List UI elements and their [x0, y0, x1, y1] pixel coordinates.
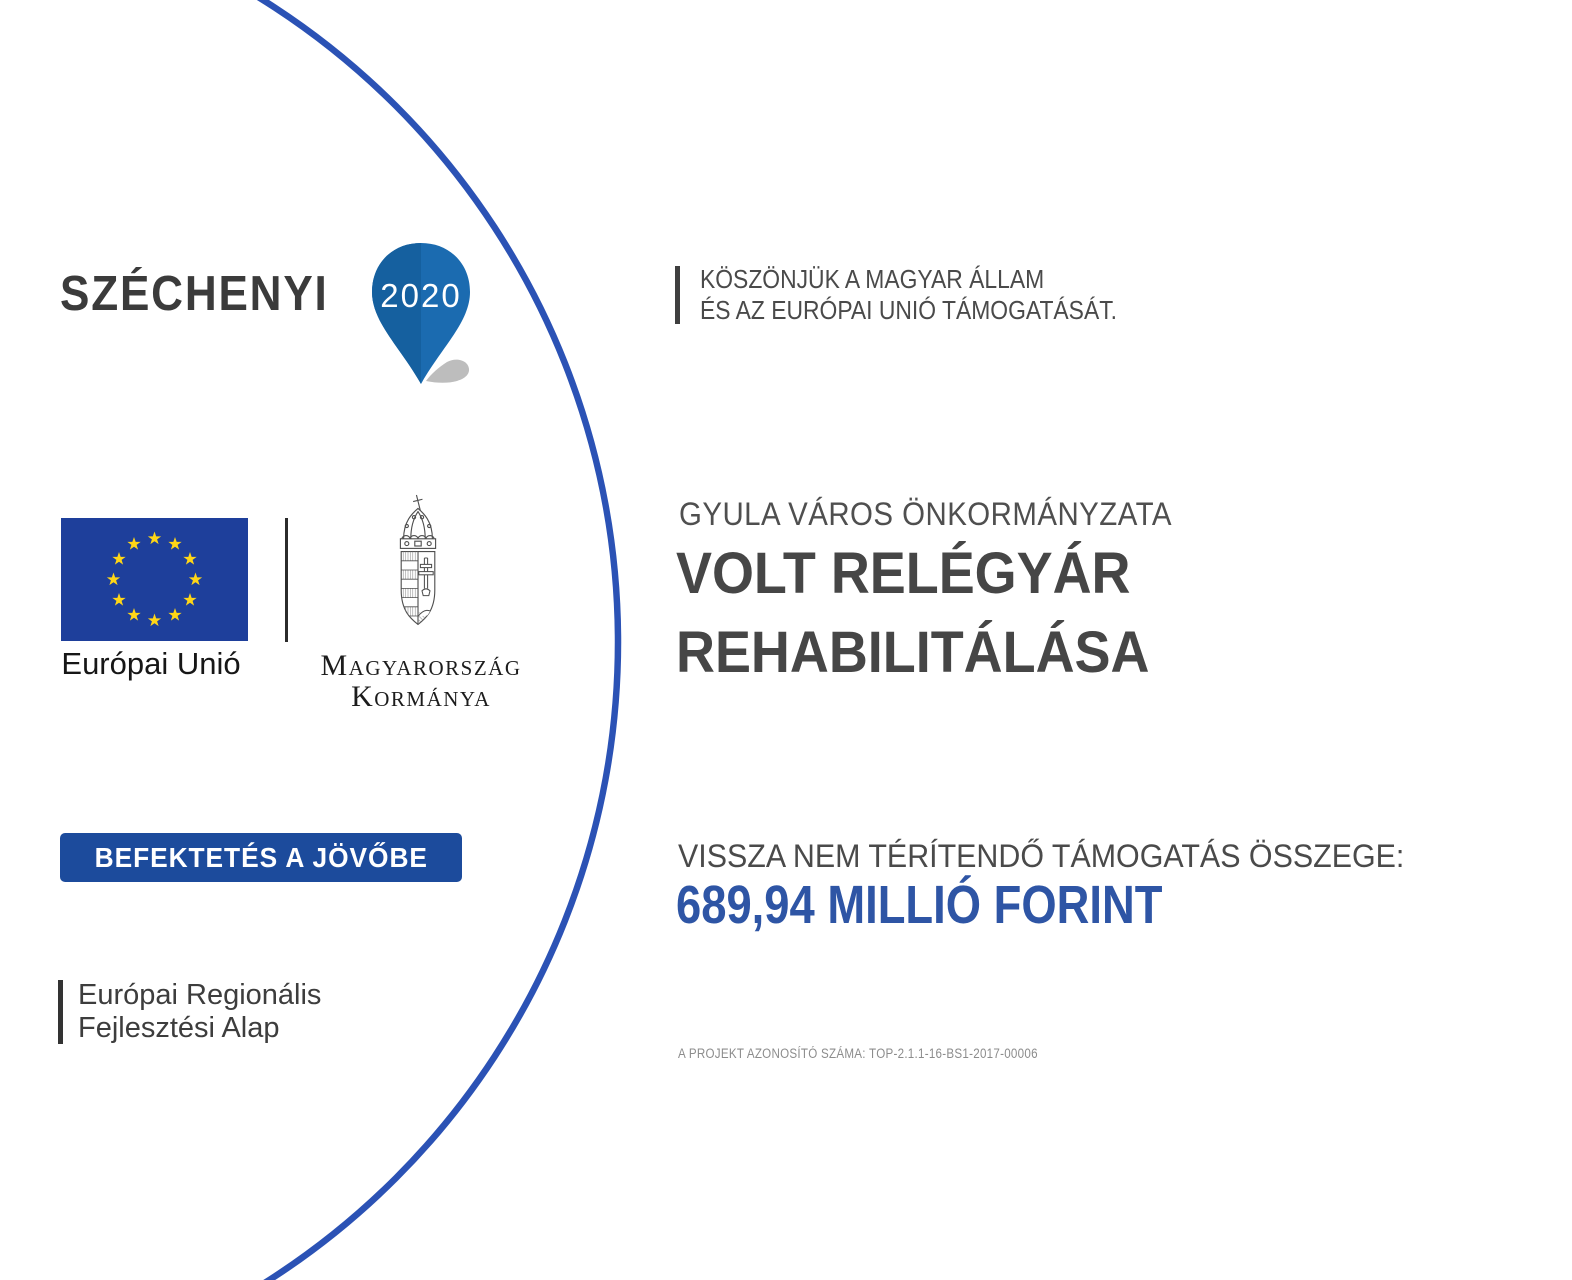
project-owner: GYULA VÁROS ÖNKORMÁNYZATA: [679, 496, 1172, 532]
government-label: [305, 650, 537, 712]
szechenyi-2020-pin-icon: [366, 243, 492, 393]
eu-flag-icon: [61, 518, 248, 641]
investment-banner-label: BEFEKTETÉS A JÖVŐBE: [94, 841, 428, 873]
thanks-divider-bar: [675, 266, 680, 324]
szechenyi-wordmark: SZÉCHENYI: [60, 267, 329, 321]
hungary-coat-of-arms-icon: [378, 494, 458, 642]
investment-banner: [60, 833, 462, 882]
project-title-line2: REHABILITÁLÁSA: [676, 620, 1150, 685]
erfa-line1: Európai Regionális: [78, 979, 322, 1011]
thanks-line2: ÉS AZ EURÓPAI UNIÓ TÁMOGATÁSÁT.: [700, 295, 1118, 325]
government-line1: Magyarország: [320, 649, 522, 682]
grant-amount-value: 689,94 MILLIÓ FORINT: [676, 875, 1163, 935]
project-title: [676, 534, 1149, 692]
erfa-line2: Fejlesztési Alap: [78, 1012, 280, 1044]
erfa-divider-bar: [58, 980, 63, 1044]
project-title-line1: VOLT RELÉGYÁR: [676, 541, 1131, 606]
government-line2: Kormánya: [351, 680, 491, 713]
grant-amount-label: VISSZA NEM TÉRÍTENDŐ TÁMOGATÁS ÖSSZEGE:: [678, 838, 1405, 874]
project-id: A PROJEKT AZONOSÍTÓ SZÁMA: TOP-2.1.1-16-BS1-2017-00006: [678, 1046, 1038, 1061]
pin-year-label: 2020: [380, 277, 462, 314]
thanks-note: [700, 264, 1117, 326]
thanks-line1: KÖSZÖNJÜK A MAGYAR ÁLLAM: [700, 264, 1045, 294]
eu-label: Európai Unió: [61, 646, 241, 681]
vertical-divider: [285, 518, 288, 642]
erfa-label: [78, 979, 321, 1045]
